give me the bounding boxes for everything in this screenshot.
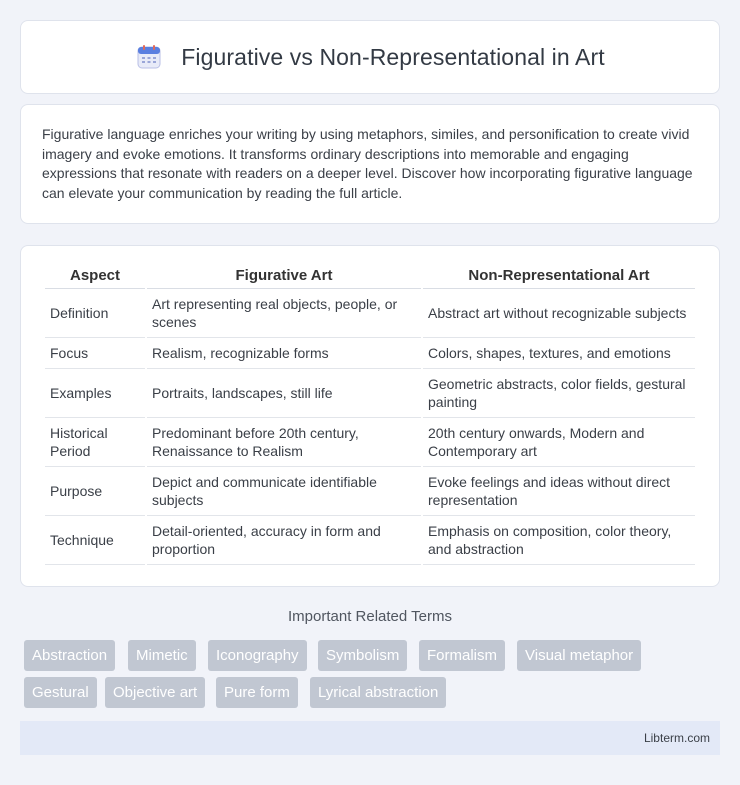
- footer: [20, 721, 720, 755]
- cell-non-representational: Evoke feelings and ideas without direct representation: [423, 467, 695, 516]
- tag-abstraction[interactable]: Abstraction: [24, 640, 115, 671]
- intro-paragraph: Figurative language enriches your writing by using metaphors, similes, and personification to create vivid imagery and evoke emotions. It transforms ordinary descriptions into memorable and engaging expressions that resonate with readers on a deeper level. Discover how incorporating figurative language can elevate your communication by reading the full article.: [42, 126, 693, 201]
- tag-gestural[interactable]: Gestural: [24, 677, 97, 708]
- cell-figurative: Portraits, landscapes, still life: [147, 369, 421, 418]
- table-row: [45, 467, 695, 516]
- cell-figurative: Predominant before 20th century, Renaissance to Realism: [147, 418, 421, 467]
- tag-formalism[interactable]: Formalism: [419, 640, 505, 671]
- tag-objective-art[interactable]: Objective art: [105, 677, 205, 708]
- cell-figurative: Realism, recognizable forms: [147, 338, 421, 369]
- table-header-row: [45, 266, 695, 289]
- cell-non-representational: Emphasis on composition, color theory, and abstraction: [423, 516, 695, 565]
- tag-iconography[interactable]: Iconography: [208, 640, 307, 671]
- table-row: [45, 369, 695, 418]
- cell-non-representational: 20th century onwards, Modern and Contemporary art: [423, 418, 695, 467]
- table-row: [45, 338, 695, 369]
- table-row: [45, 516, 695, 565]
- cell-non-representational: Geometric abstracts, color fields, gestural painting: [423, 369, 695, 418]
- tag-lyrical-abstraction[interactable]: Lyrical abstraction: [310, 677, 446, 708]
- tag-pure-form[interactable]: Pure form: [216, 677, 298, 708]
- tag-mimetic[interactable]: Mimetic: [128, 640, 196, 671]
- cell-aspect: Technique: [45, 516, 145, 565]
- column-header-non-representational: Non-Representational Art: [423, 266, 695, 289]
- related-terms-title: Important Related Terms: [288, 608, 452, 625]
- cell-figurative: Detail-oriented, accuracy in form and proportion: [147, 516, 421, 565]
- cell-non-representational: Colors, shapes, textures, and emotions: [423, 338, 695, 369]
- cell-aspect: Focus: [45, 338, 145, 369]
- table-row: [45, 289, 695, 338]
- header-card: [20, 20, 720, 94]
- comparison-card: [20, 245, 720, 587]
- cell-figurative: Art representing real objects, people, or scenes: [147, 289, 421, 338]
- comparison-table: [43, 266, 697, 565]
- cell-aspect: Definition: [45, 289, 145, 338]
- page-title: Figurative vs Non-Representational in Art: [181, 43, 605, 70]
- table-row: [45, 418, 695, 467]
- cell-non-representational: Abstract art without recognizable subjects: [423, 289, 695, 338]
- cell-aspect: Purpose: [45, 467, 145, 516]
- cell-figurative: Depict and communicate identifiable subjects: [147, 467, 421, 516]
- cell-aspect: Historical Period: [45, 418, 145, 467]
- column-header-figurative: Figurative Art: [147, 266, 421, 289]
- tag-visual-metaphor[interactable]: Visual metaphor: [517, 640, 641, 671]
- intro-card: [20, 104, 720, 224]
- footer-site-link[interactable]: Libterm.com: [643, 731, 710, 745]
- calendar-icon: [135, 43, 163, 71]
- tag-symbolism[interactable]: Symbolism: [318, 640, 407, 671]
- cell-aspect: Examples: [45, 369, 145, 418]
- column-header-aspect: Aspect: [45, 266, 145, 289]
